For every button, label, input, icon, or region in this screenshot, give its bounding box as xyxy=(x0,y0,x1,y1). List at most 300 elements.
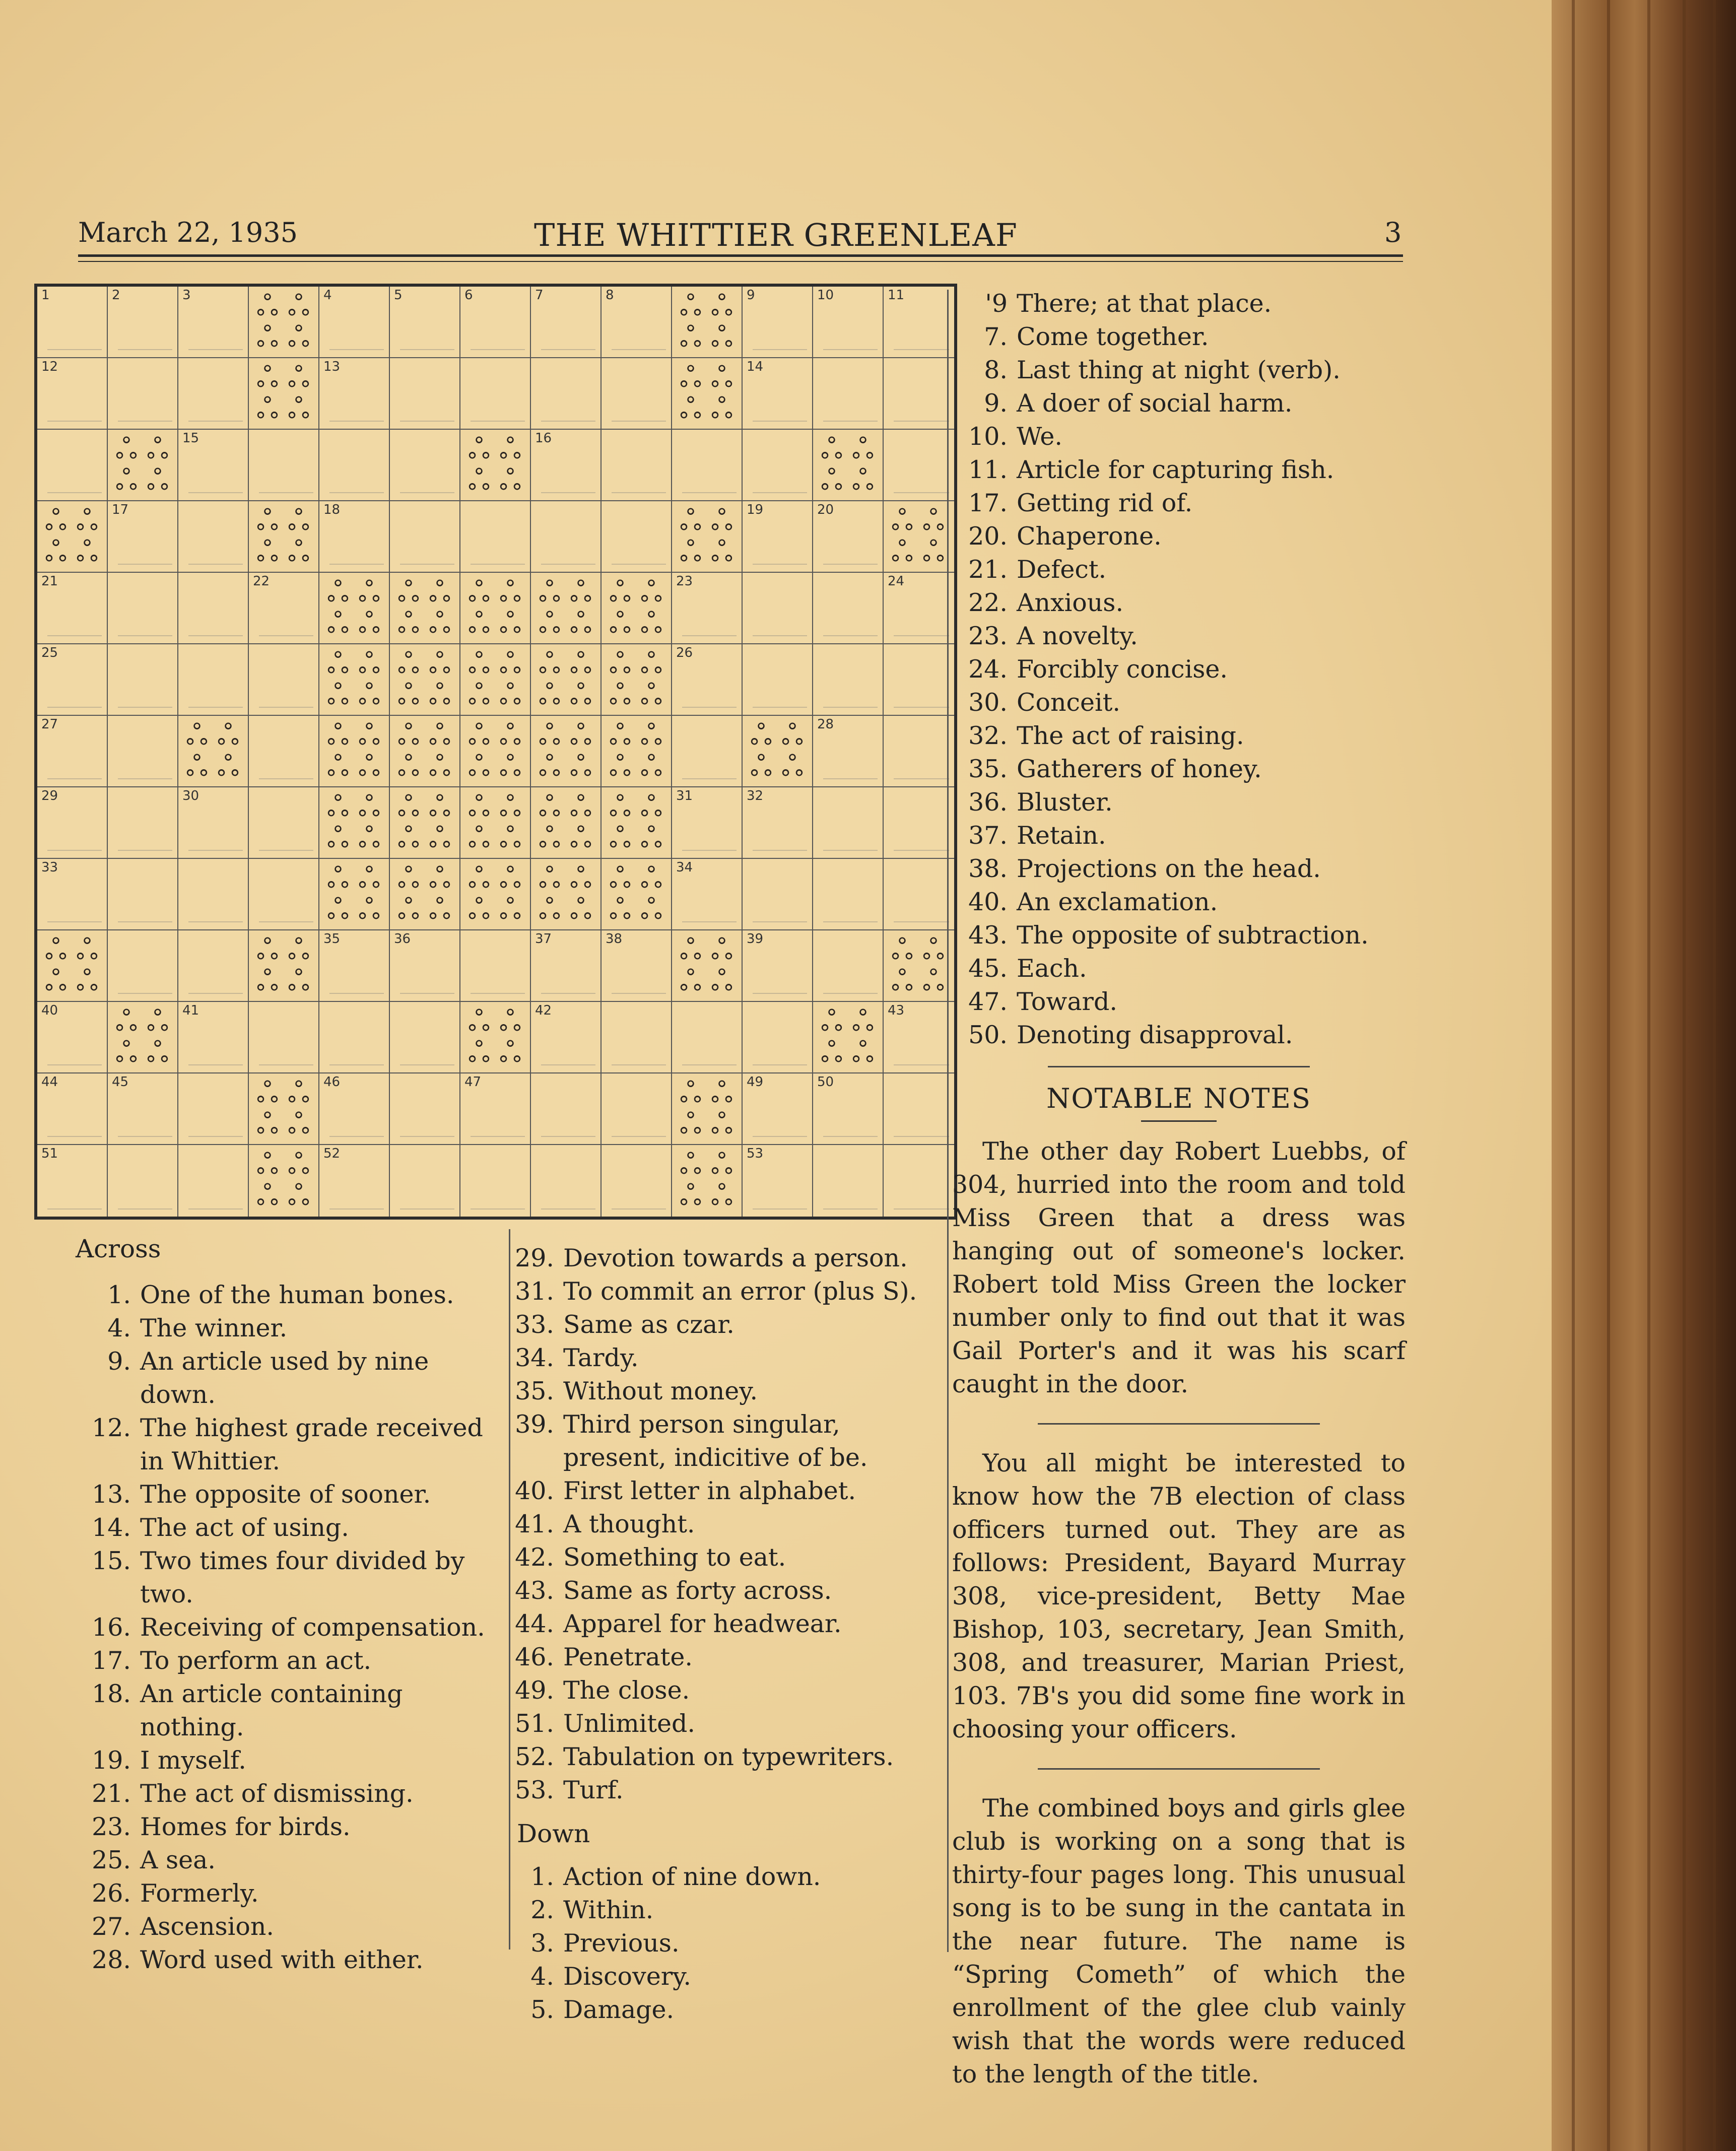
crossword-square[interactable] xyxy=(884,1073,954,1145)
clue-text: Gatherers of honey. xyxy=(1017,755,1262,783)
crossword-square[interactable] xyxy=(743,430,813,501)
crossword-black-square xyxy=(602,573,672,644)
crossword-square[interactable] xyxy=(319,358,390,430)
ornament-icon: ஃ ஃ ஃ ஃ xyxy=(256,1077,310,1140)
clue-item xyxy=(499,1574,947,1607)
clue-item xyxy=(952,453,1406,487)
clue-text: Chaperone. xyxy=(1017,522,1162,551)
ornament-icon: ஃ ஃ ஃ ஃ xyxy=(468,647,521,711)
crossword-square[interactable] xyxy=(37,573,108,644)
crossword-square[interactable] xyxy=(249,573,319,644)
crossword-square[interactable] xyxy=(460,1073,531,1145)
clue-number: 8 xyxy=(606,288,614,303)
crossword-square[interactable] xyxy=(390,1145,460,1217)
crossword-square[interactable] xyxy=(884,859,954,930)
clue-text: Damage. xyxy=(563,1995,675,2024)
clue-item xyxy=(952,487,1406,520)
crossword-square[interactable] xyxy=(178,644,249,716)
page-number: 3 xyxy=(1384,217,1402,248)
crossword-square[interactable] xyxy=(813,930,884,1002)
clue-number: 19. xyxy=(92,1746,131,1775)
clue-number: 35. xyxy=(515,1377,554,1405)
crossword-square[interactable] xyxy=(813,501,884,573)
clue-item xyxy=(952,786,1406,819)
clue-item xyxy=(952,919,1406,952)
clue-number: 7 xyxy=(535,288,544,303)
crossword-square[interactable] xyxy=(531,287,602,358)
crossword-square[interactable] xyxy=(108,716,178,787)
crossword-square[interactable] xyxy=(319,501,390,573)
crossword-black-square xyxy=(602,716,672,787)
clue-text: First letter in alphabet. xyxy=(563,1476,856,1505)
crossword-square[interactable] xyxy=(531,1073,602,1145)
crossword-square[interactable] xyxy=(672,1002,743,1073)
crossword-square[interactable] xyxy=(178,573,249,644)
crossword-square[interactable] xyxy=(672,716,743,787)
down-heading: Down xyxy=(517,1819,590,1848)
crossword-square[interactable] xyxy=(743,358,813,430)
crossword-square[interactable] xyxy=(813,573,884,644)
clue-number: 31. xyxy=(515,1277,554,1306)
clue-number: 52 xyxy=(323,1146,341,1161)
ornament-icon: ஃ ஃ ஃ ஃ xyxy=(891,933,945,997)
clue-item xyxy=(499,1341,947,1375)
crossword-square[interactable] xyxy=(602,1002,672,1073)
clue-text: To perform an act. xyxy=(140,1646,372,1675)
crossword-square[interactable] xyxy=(37,1145,108,1217)
clue-number: 34. xyxy=(515,1343,554,1372)
crossword-square[interactable] xyxy=(108,644,178,716)
clue-text: Retain. xyxy=(1017,821,1106,850)
crossword-square[interactable] xyxy=(813,644,884,716)
clue-text: One of the human bones. xyxy=(140,1281,454,1309)
clue-text: Toward. xyxy=(1017,987,1117,1016)
clue-text: A sea. xyxy=(140,1846,216,1874)
clue-text: Last thing at night (verb). xyxy=(1017,356,1341,384)
crossword-square[interactable] xyxy=(37,430,108,501)
clue-number: 51 xyxy=(41,1146,58,1161)
clue-number: 9 xyxy=(747,288,755,303)
clue-number: 4 xyxy=(323,288,332,303)
clue-item xyxy=(952,1019,1406,1052)
crossword-square[interactable] xyxy=(37,358,108,430)
clue-number: 24 xyxy=(888,574,905,589)
crossword-square[interactable] xyxy=(108,501,178,573)
clue-item xyxy=(499,1474,947,1508)
crossword-square[interactable] xyxy=(319,1073,390,1145)
clue-item xyxy=(499,1607,947,1641)
crossword-square[interactable] xyxy=(743,787,813,859)
clue-text: Forcibly concise. xyxy=(1017,655,1228,684)
clue-number: 4. xyxy=(530,1962,554,1991)
clue-number: 31 xyxy=(676,788,693,803)
clue-item xyxy=(952,819,1406,852)
clue-number: 37. xyxy=(968,821,1008,850)
crossword-square[interactable] xyxy=(602,287,672,358)
title-underline xyxy=(1141,1120,1217,1122)
ornament-icon: ஃ ஃ ஃ ஃ xyxy=(327,576,380,640)
clue-item xyxy=(499,1408,947,1474)
clue-item xyxy=(499,1774,947,1807)
crossword-square[interactable] xyxy=(249,644,319,716)
clue-item xyxy=(76,1279,504,1312)
ornament-icon: ஃ ஃ ஃ ஃ xyxy=(327,862,380,926)
clue-number: 35. xyxy=(968,755,1008,783)
crossword-black-square xyxy=(884,930,954,1002)
crossword-square[interactable] xyxy=(37,1073,108,1145)
clue-number: 42 xyxy=(535,1003,552,1018)
crossword-square[interactable] xyxy=(37,787,108,859)
crossword-square[interactable] xyxy=(108,358,178,430)
crossword-black-square xyxy=(390,644,460,716)
clue-number: 11. xyxy=(968,455,1008,484)
crossword-square[interactable] xyxy=(37,859,108,930)
crossword-square[interactable] xyxy=(178,287,249,358)
crossword-square[interactable] xyxy=(743,859,813,930)
note-separator xyxy=(1038,1768,1320,1770)
crossword-square[interactable] xyxy=(743,501,813,573)
clue-text: Formerly. xyxy=(140,1879,259,1908)
clue-item xyxy=(76,1511,504,1544)
crossword-square[interactable] xyxy=(884,1002,954,1073)
clue-number: 49. xyxy=(515,1676,554,1705)
crossword-square[interactable] xyxy=(319,1002,390,1073)
crossword-square[interactable] xyxy=(602,430,672,501)
crossword-square[interactable] xyxy=(108,1073,178,1145)
clue-text: Anxious. xyxy=(1017,588,1124,617)
clue-number: 32. xyxy=(968,721,1008,750)
clue-item xyxy=(952,886,1406,919)
header-rule-thin xyxy=(78,261,1403,262)
crossword-square[interactable] xyxy=(672,859,743,930)
crossword-square[interactable] xyxy=(108,787,178,859)
clue-text: A novelty. xyxy=(1017,622,1138,650)
crossword-square[interactable] xyxy=(743,1145,813,1217)
clue-number: 16 xyxy=(535,431,552,446)
crossword-square[interactable] xyxy=(178,930,249,1002)
crossword-square[interactable] xyxy=(178,1002,249,1073)
crossword-square[interactable] xyxy=(813,358,884,430)
crossword-square[interactable] xyxy=(108,1145,178,1217)
ornament-icon: ஃ ஃ ஃ ஃ xyxy=(821,433,874,497)
crossword-square[interactable] xyxy=(884,644,954,716)
clue-number: 51. xyxy=(515,1709,554,1738)
crossword-grid xyxy=(34,284,957,1220)
clue-number: 4. xyxy=(107,1314,131,1342)
crossword-square[interactable] xyxy=(178,1073,249,1145)
clue-number: 2. xyxy=(530,1896,554,1924)
ornament-icon: ஃ ஃ ஃ ஃ xyxy=(45,933,98,997)
clue-number: 21 xyxy=(41,574,58,589)
clue-text: Turf. xyxy=(563,1776,624,1804)
clue-text: The winner. xyxy=(140,1314,288,1342)
crossword-square[interactable] xyxy=(108,930,178,1002)
clue-text: Projections on the head. xyxy=(1017,854,1321,883)
clue-number: 17 xyxy=(112,502,129,517)
clue-text: Penetrate. xyxy=(563,1643,693,1671)
crossword-black-square xyxy=(460,430,531,501)
crossword-black-square xyxy=(319,573,390,644)
clue-number: 26 xyxy=(676,645,693,660)
clue-text: The opposite of subtraction. xyxy=(1017,921,1369,950)
clue-text: Action of nine down. xyxy=(563,1862,821,1891)
crossword-square[interactable] xyxy=(884,287,954,358)
across-clue-list xyxy=(76,1279,504,1977)
crossword-square[interactable] xyxy=(602,1145,672,1217)
ornament-icon: ஃ ஃ ஃ ஃ xyxy=(397,719,451,783)
crossword-square[interactable] xyxy=(390,358,460,430)
ornament-icon: ஃ ஃ ஃ ஃ xyxy=(609,862,662,926)
crossword-square[interactable] xyxy=(390,501,460,573)
crossword-square[interactable] xyxy=(390,287,460,358)
clue-text: Same as czar. xyxy=(563,1310,735,1339)
crossword-square[interactable] xyxy=(884,1145,954,1217)
clue-text: The highest grade received in Whittier. xyxy=(140,1414,483,1475)
clue-text: To commit an error (plus S). xyxy=(563,1277,917,1306)
crossword-square[interactable] xyxy=(743,644,813,716)
clue-number: 29. xyxy=(515,1244,554,1272)
clue-text: Something to eat. xyxy=(563,1543,786,1572)
crossword-square[interactable] xyxy=(390,430,460,501)
crossword-square[interactable] xyxy=(531,358,602,430)
crossword-black-square xyxy=(319,859,390,930)
crossword-square[interactable] xyxy=(178,859,249,930)
clue-text: Ascension. xyxy=(140,1912,274,1941)
crossword-square[interactable] xyxy=(602,1073,672,1145)
crossword-square[interactable] xyxy=(249,1002,319,1073)
clue-number: 5. xyxy=(530,1995,554,2024)
crossword-square[interactable] xyxy=(460,501,531,573)
notes-title: NOTABLE NOTES xyxy=(1046,1083,1311,1114)
ornament-icon: ஃ ஃ ஃ ஃ xyxy=(539,862,592,926)
crossword-square[interactable] xyxy=(743,1073,813,1145)
clue-number: 46 xyxy=(323,1074,341,1090)
ornament-icon: ஃ ஃ ஃ ஃ xyxy=(327,790,380,854)
crossword-square[interactable] xyxy=(37,287,108,358)
crossword-square[interactable] xyxy=(531,430,602,501)
crossword-square[interactable] xyxy=(319,930,390,1002)
clue-text: Getting rid of. xyxy=(1017,489,1193,517)
crossword-black-square xyxy=(249,501,319,573)
crossword-square[interactable] xyxy=(249,859,319,930)
crossword-square[interactable] xyxy=(884,430,954,501)
book-page-edges xyxy=(1552,0,1736,2151)
ornament-icon: ஃ ஃ ஃ ஃ xyxy=(468,862,521,926)
crossword-square[interactable] xyxy=(602,358,672,430)
crossword-square[interactable] xyxy=(813,287,884,358)
crossword-square[interactable] xyxy=(813,1073,884,1145)
crossword-square[interactable] xyxy=(319,430,390,501)
clue-number: 7. xyxy=(984,322,1008,351)
crossword-black-square xyxy=(319,716,390,787)
crossword-square[interactable] xyxy=(531,501,602,573)
ornament-icon: ஃ ஃ ஃ ஃ xyxy=(539,647,592,711)
crossword-square[interactable] xyxy=(108,287,178,358)
crossword-square[interactable] xyxy=(249,430,319,501)
ornament-icon: ஃ ஃ ஃ ஃ xyxy=(891,504,945,568)
crossword-square[interactable] xyxy=(178,1145,249,1217)
clue-item xyxy=(952,686,1406,719)
ornament-icon: ஃ ஃ ஃ ஃ xyxy=(397,790,451,854)
clue-text: A thought. xyxy=(563,1510,695,1538)
clue-number: 36 xyxy=(394,931,411,947)
clue-text: Without money. xyxy=(563,1377,758,1405)
clue-text: Tabulation on typewriters. xyxy=(563,1742,894,1771)
crossword-square[interactable] xyxy=(37,644,108,716)
clue-item xyxy=(76,1312,504,1345)
crossword-square[interactable] xyxy=(108,859,178,930)
crossword-square[interactable] xyxy=(531,1145,602,1217)
clue-number: 18 xyxy=(323,502,341,517)
crossword-black-square xyxy=(602,859,672,930)
crossword-square[interactable] xyxy=(743,287,813,358)
crossword-square[interactable] xyxy=(884,716,954,787)
clue-number: 37 xyxy=(535,931,552,947)
crossword-square[interactable] xyxy=(531,1002,602,1073)
clue-number: 33 xyxy=(41,860,58,875)
crossword-black-square xyxy=(460,859,531,930)
crossword-square[interactable] xyxy=(319,1145,390,1217)
crossword-black-square xyxy=(37,501,108,573)
section-rule xyxy=(1048,1066,1310,1067)
crossword-square[interactable] xyxy=(37,1002,108,1073)
clue-number: 42. xyxy=(515,1543,554,1572)
clue-text: Third person singular, present, indicitive of be. xyxy=(563,1410,868,1472)
clue-number: 21. xyxy=(92,1779,131,1808)
clue-number: 21. xyxy=(968,555,1008,584)
clue-item xyxy=(499,1641,947,1674)
clue-number: 41 xyxy=(182,1003,199,1018)
clue-number: 43. xyxy=(515,1576,554,1605)
ornament-icon: ஃ ஃ ஃ ஃ xyxy=(539,719,592,783)
clue-number: 15 xyxy=(182,431,199,446)
clue-number: 40. xyxy=(968,888,1008,916)
clue-number: 27. xyxy=(92,1912,131,1941)
crossword-square[interactable] xyxy=(743,1002,813,1073)
crossword-black-square xyxy=(390,716,460,787)
clue-number: 10 xyxy=(817,288,834,303)
crossword-black-square xyxy=(602,787,672,859)
clue-text: Bluster. xyxy=(1017,788,1113,817)
crossword-square[interactable] xyxy=(531,930,602,1002)
clue-item xyxy=(499,1674,947,1707)
clue-text: Conceit. xyxy=(1017,688,1120,717)
crossword-square[interactable] xyxy=(743,573,813,644)
crossword-black-square xyxy=(460,644,531,716)
clue-number: 34 xyxy=(676,860,693,875)
crossword-square[interactable] xyxy=(390,930,460,1002)
clue-item xyxy=(499,1275,947,1308)
clue-text: Article for capturing fish. xyxy=(1017,455,1334,484)
ornament-icon: ஃ ஃ ஃ ஃ xyxy=(468,790,521,854)
crossword-square[interactable] xyxy=(813,1145,884,1217)
crossword-square[interactable] xyxy=(178,358,249,430)
crossword-square[interactable] xyxy=(884,573,954,644)
clue-text: Denoting disapproval. xyxy=(1017,1021,1293,1049)
clue-item xyxy=(76,1877,504,1910)
crossword-black-square xyxy=(602,644,672,716)
down-clue-list xyxy=(499,1860,947,2027)
clue-item xyxy=(952,586,1406,620)
ornament-icon: ஃ ஃ ஃ ஃ xyxy=(539,790,592,854)
clue-item xyxy=(499,1375,947,1408)
clue-text: Each. xyxy=(1017,954,1087,983)
crossword-square[interactable] xyxy=(460,358,531,430)
crossword-square[interactable] xyxy=(460,287,531,358)
crossword-square[interactable] xyxy=(672,430,743,501)
crossword-square[interactable] xyxy=(460,930,531,1002)
ornament-icon: ஃ ஃ ஃ ஃ xyxy=(680,1148,733,1212)
ornament-icon: ஃ ஃ ஃ ஃ xyxy=(397,862,451,926)
ornament-icon: ஃ ஃ ஃ ஃ xyxy=(397,647,451,711)
ornament-icon: ஃ ஃ ஃ ஃ xyxy=(609,576,662,640)
crossword-square[interactable] xyxy=(884,787,954,859)
crossword-square[interactable] xyxy=(602,501,672,573)
ornament-icon: ஃ ஃ ஃ ஃ xyxy=(539,576,592,640)
crossword-square[interactable] xyxy=(108,573,178,644)
crossword-square[interactable] xyxy=(178,787,249,859)
crossword-black-square xyxy=(672,501,743,573)
clue-item xyxy=(952,287,1406,320)
crossword-square[interactable] xyxy=(813,716,884,787)
crossword-square[interactable] xyxy=(672,644,743,716)
clue-item xyxy=(952,852,1406,886)
clue-number: 46. xyxy=(515,1643,554,1671)
clue-number: 16. xyxy=(92,1613,131,1642)
crossword-black-square xyxy=(460,716,531,787)
crossword-square[interactable] xyxy=(178,501,249,573)
crossword-square[interactable] xyxy=(319,287,390,358)
crossword-square[interactable] xyxy=(743,930,813,1002)
crossword-black-square xyxy=(813,430,884,501)
clue-number: 43 xyxy=(888,1003,905,1018)
ornament-icon: ஃ ஃ ஃ ஃ xyxy=(680,290,733,354)
crossword-square[interactable] xyxy=(390,1002,460,1073)
crossword-black-square xyxy=(37,930,108,1002)
clue-text: Defect. xyxy=(1017,555,1107,584)
crossword-square[interactable] xyxy=(178,430,249,501)
crossword-square[interactable] xyxy=(813,787,884,859)
crossword-black-square xyxy=(178,716,249,787)
clue-text: We. xyxy=(1017,422,1062,451)
crossword-square[interactable] xyxy=(884,358,954,430)
crossword-square[interactable] xyxy=(813,859,884,930)
clue-number: 25. xyxy=(92,1846,131,1874)
down-clue-list-continued xyxy=(952,287,1406,1052)
crossword-square[interactable] xyxy=(602,930,672,1002)
clue-item xyxy=(76,1611,504,1644)
crossword-square[interactable] xyxy=(37,716,108,787)
clue-text: The act of dismissing. xyxy=(140,1779,414,1808)
note-separator xyxy=(1038,1423,1320,1425)
crossword-square[interactable] xyxy=(672,573,743,644)
crossword-black-square xyxy=(531,716,602,787)
crossword-black-square xyxy=(249,287,319,358)
clue-number: 53 xyxy=(747,1146,764,1161)
clue-number: 44. xyxy=(515,1609,554,1638)
clue-text: The act of using. xyxy=(140,1513,349,1542)
crossword-square[interactable] xyxy=(249,787,319,859)
clue-text: The close. xyxy=(563,1676,690,1705)
crossword-square[interactable] xyxy=(249,716,319,787)
crossword-square[interactable] xyxy=(460,1145,531,1217)
clue-item xyxy=(76,1844,504,1877)
across-clue-list-continued xyxy=(499,1242,947,1807)
clue-text: A doer of social harm. xyxy=(1017,389,1293,418)
crossword-square[interactable] xyxy=(672,787,743,859)
clue-text: There; at that place. xyxy=(1017,289,1272,318)
crossword-square[interactable] xyxy=(390,1073,460,1145)
